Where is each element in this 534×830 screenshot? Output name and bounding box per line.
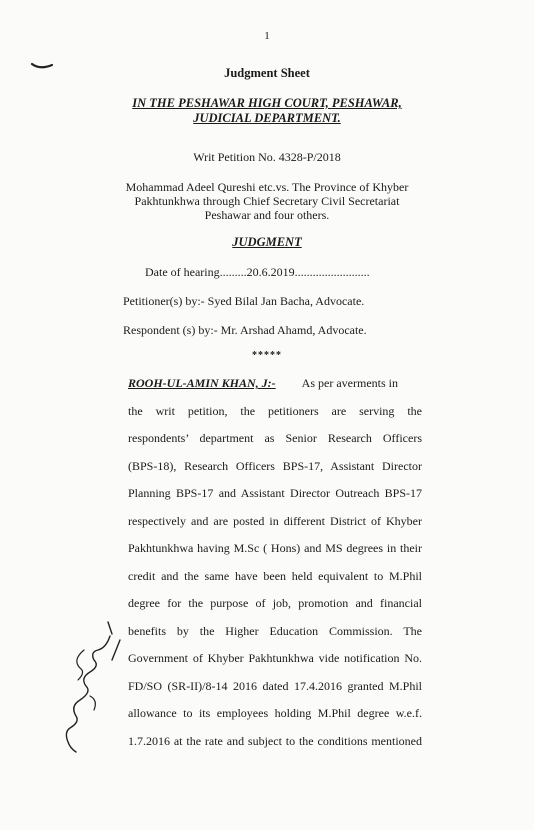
parties-line: Mohammad Adeel Qureshi etc.vs. The Province of Khyber [125,180,409,194]
body-line: Planning BPS-17 and Assistant Director Outreach BPS-17 [128,486,422,500]
body-line: credit and the same have been held equivalent to M.Phil [128,568,422,583]
court-line-2: JUDICIAL DEPARTMENT. [193,111,341,125]
body-line: respectively and are posted in different District of Khyber [128,513,422,528]
body-line: benefits by the Higher Education Commission. The [128,623,422,638]
sheet-title: Judgment Sheet [224,66,310,80]
body-line: allowance to its employees holding M.Phil degree w.e.f. [128,706,422,720]
body-line [128,375,422,403]
respondent-counsel: Respondent (s) by:- Mr. Arshad Ahamd, Advocate. [123,323,367,337]
separator-stars: ***** [252,350,282,361]
judgment-heading: JUDGMENT [232,235,302,249]
body-line: respondents’ department as Senior Research Officers [128,431,422,445]
body-line: the writ petition, the petitioners are serving the [128,403,422,418]
body-first-text: As per averments in [301,376,398,390]
body-line: Government of Khyber Pakhtunkhwa vide notification No. [128,651,422,665]
body-line: degree for the purpose of job, promotion and financial [128,596,422,610]
page-number: 1 [264,30,270,42]
handwritten-signature [50,620,130,760]
petitioner-counsel: Petitioner(s) by:- Syed Bilal Jan Bacha, Advocate. [123,294,365,308]
court-heading [0,96,534,126]
court-line-1: IN THE PESHAWAR HIGH COURT, PESHAWAR, [132,96,402,110]
parties-line: Pakhtunkhwa through Chief Secretary Civil Secretariat [134,194,400,208]
body-line: (BPS-18), Research Officers BPS-17, Assistant Director [128,458,422,473]
judge-name: ROOH-UL-AMIN KHAN, J:- [128,376,276,390]
case-parties [0,180,534,222]
judgment-body [128,375,422,760]
writ-petition-number: Writ Petition No. 4328-P/2018 [193,150,341,164]
parties-line: Peshawar and four others. [204,208,330,222]
body-line: FD/SO (SR-II)/8-14 2016 dated 17.4.2016 granted M.Phil [128,678,422,693]
body-line: Pakhtunkhwa having M.Sc ( Hons) and MS degrees in their [128,541,422,555]
date-of-hearing: Date of hearing.........20.6.2019......................... [145,265,370,279]
body-line: 1.7.2016 at the rate and subject to the conditions mentioned [128,733,422,748]
